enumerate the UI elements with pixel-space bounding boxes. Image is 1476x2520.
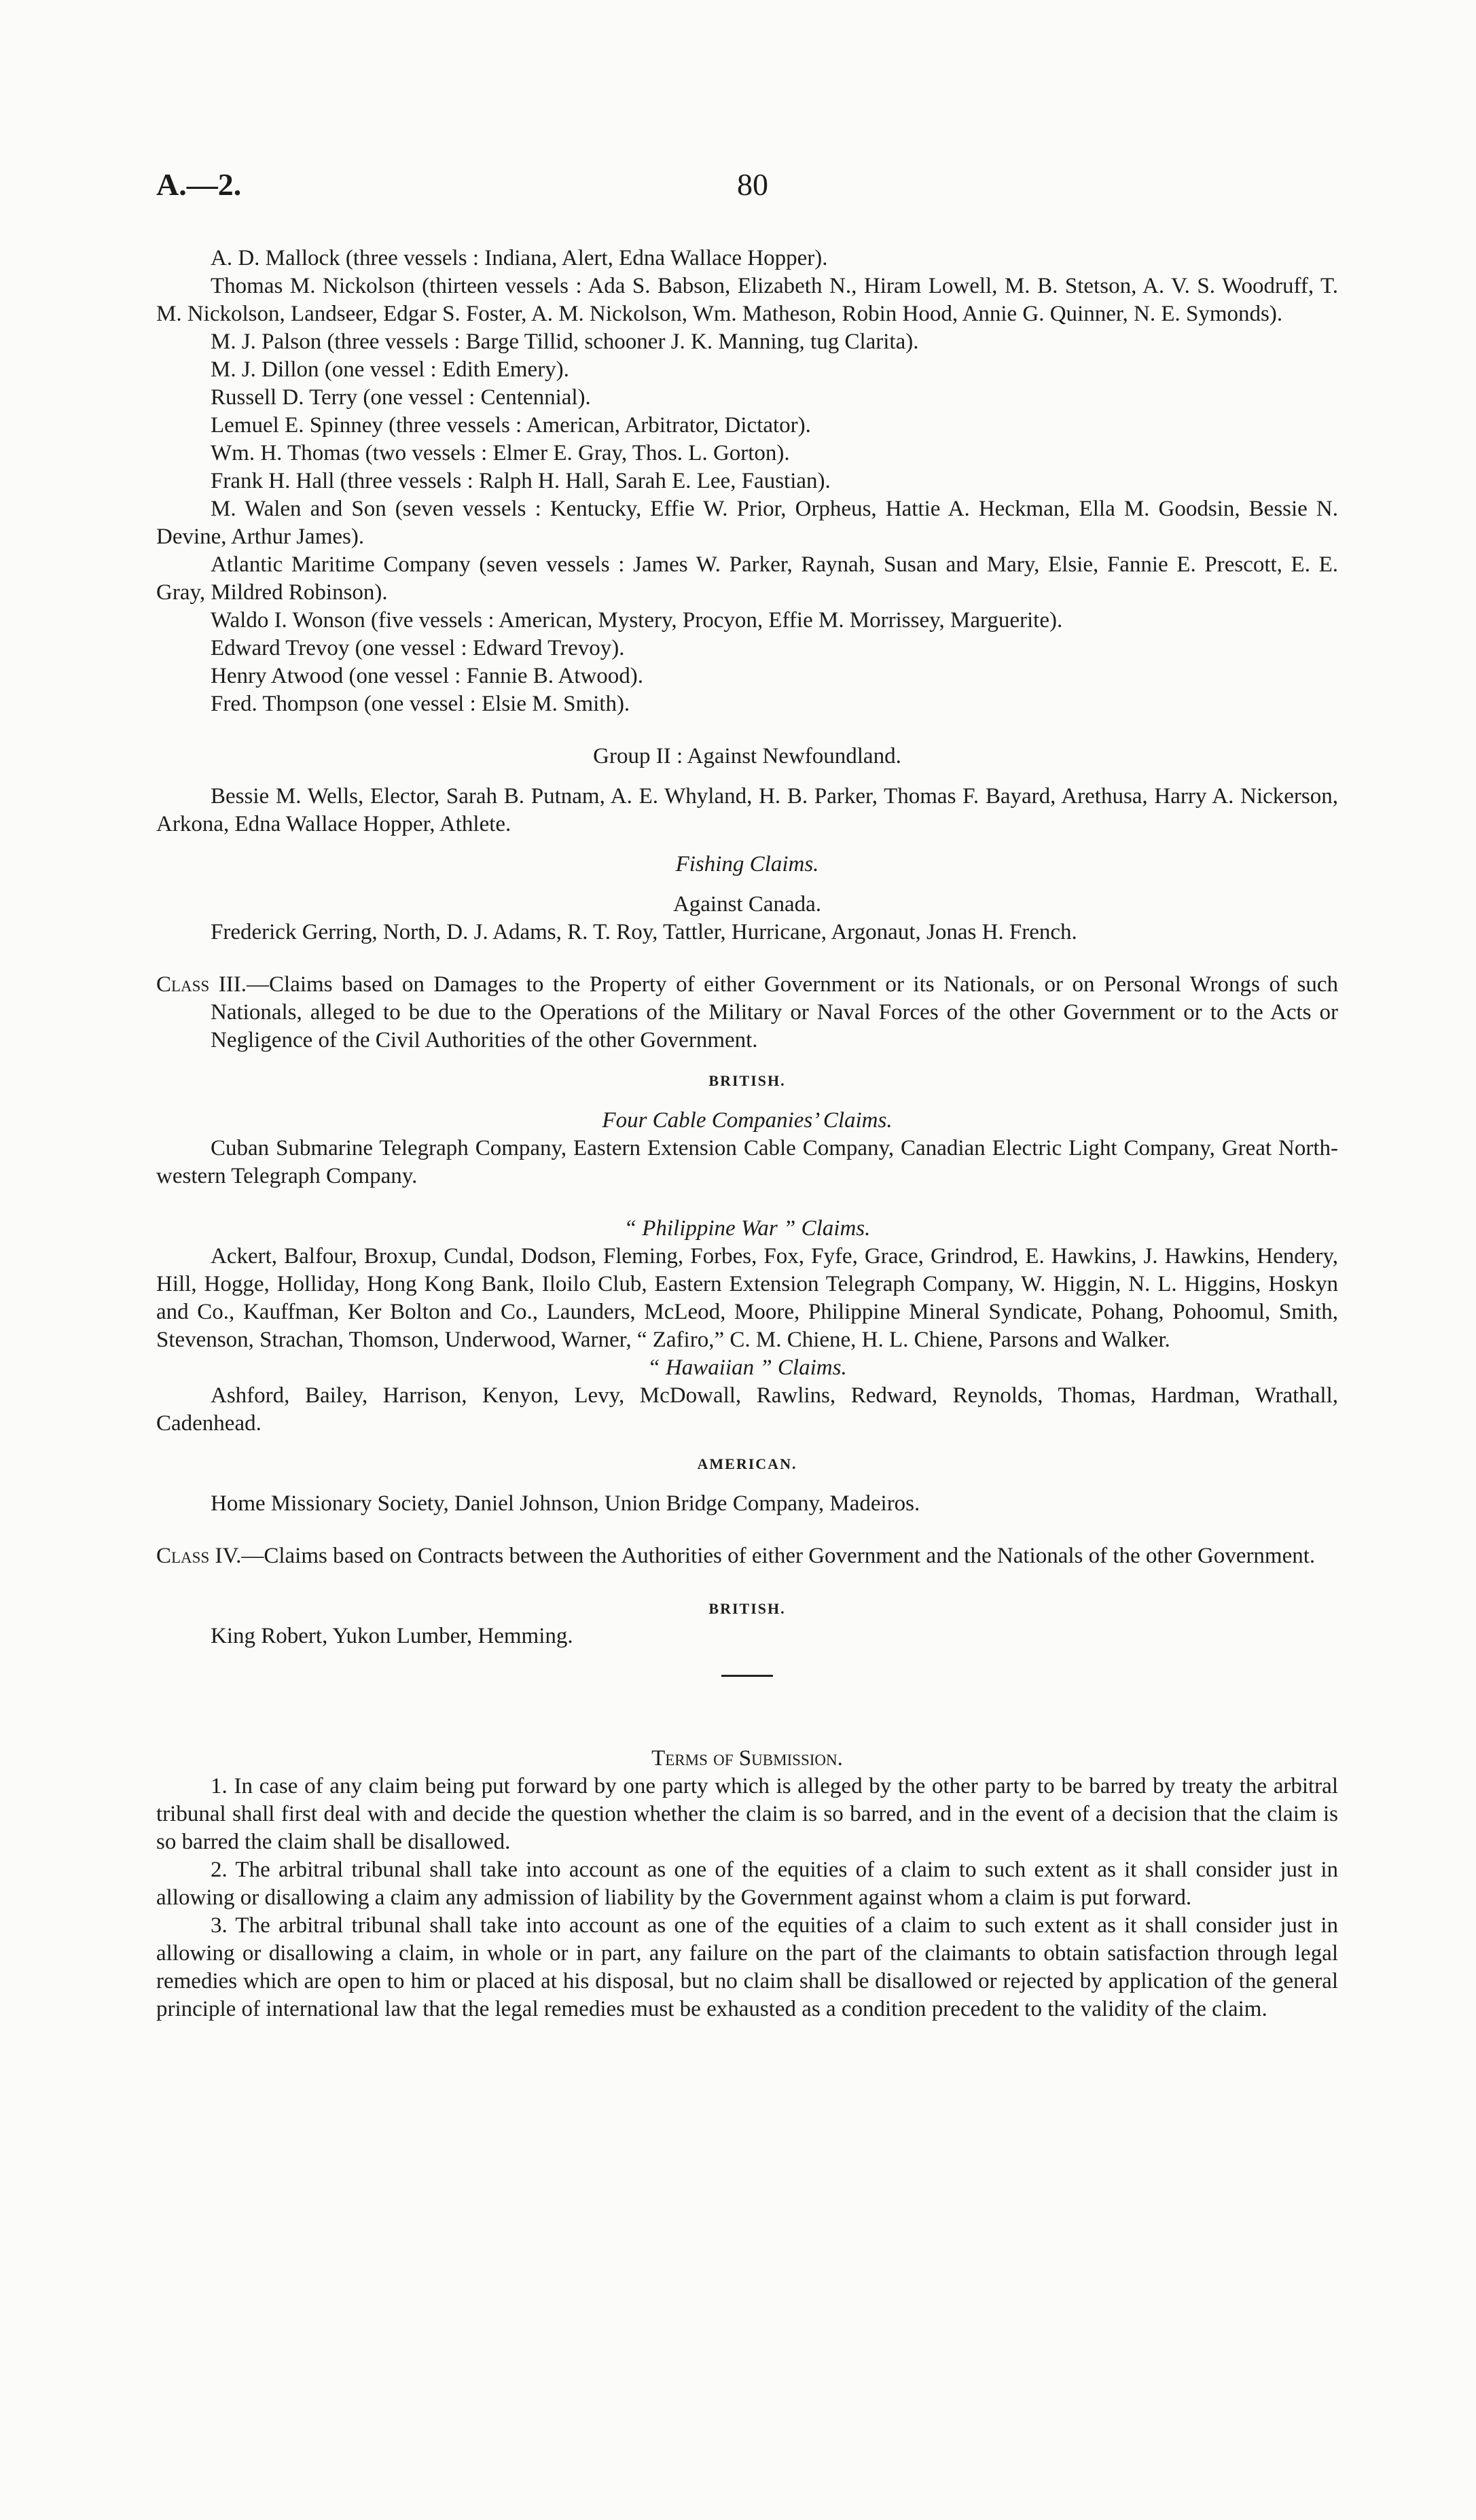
group2-heading: Group II : Against Newfoundland.	[593, 744, 901, 768]
document-reference: A.—2.	[156, 167, 242, 202]
claimant-entry: A. D. Mallock (three vessels : Indiana, Alert, Edna Wallace Hopper).	[211, 246, 828, 270]
claimant-entry: M. J. Palson (three vessels : Barge Tillid, schooner J. K. Manning, tug Clarita).	[211, 330, 919, 354]
claimant-entry: Wm. H. Thomas (two vessels : Elmer E. Gray, Thos. L. Gorton).	[211, 441, 790, 465]
class4-british-heading: BRITISH.	[708, 1600, 786, 1617]
terms-heading: Terms of Submission.	[651, 1746, 843, 1771]
class3-label: Class III.	[156, 972, 247, 997]
claimant-entry: Thomas M. Nickolson (thirteen vessels : Ada S. Babson, Elizabeth N., Hiram Lowell, M. B. Stetson, A. V. S. Woodruff, T. M. Nickolson, Landseer, Edgar S. Foster, A. M. Nickolson, Wm. Matheson, Robin Hood, Annie G. Quinner, N. E. Symonds).	[156, 274, 1338, 326]
class4-british-text: King Robert, Yukon Lumber, Hemming.	[211, 1624, 573, 1648]
claimant-entry: Atlantic Maritime Company (seven vessels : James W. Parker, Raynah, Susan and Mary, Elsie, Fannie E. Prescott, E. E. Gray, Mildred Robinson).	[156, 552, 1338, 605]
class3-american-heading: AMERICAN.	[697, 1455, 797, 1472]
claimant-entry: Russell D. Terry (one vessel : Centennial).	[211, 385, 591, 410]
class4-text: —Claims based on Contracts between the Authorities of either Government and the Nationals of the other Government.	[241, 1544, 1316, 1568]
claimant-entry: M. J. Dillon (one vessel : Edith Emery).	[211, 357, 569, 382]
class4-paragraph	[156, 1542, 1338, 1570]
american-text: Home Missionary Society, Daniel Johnson, Union Bridge Company, Madeiros.	[211, 1491, 920, 1516]
page-header	[156, 166, 1476, 207]
claimant-entry: Frank H. Hall (three vessels : Ralph H. Hall, Sarah E. Lee, Faustian).	[211, 469, 831, 493]
fishing-heading: Fishing Claims.	[675, 852, 819, 876]
page-number: 80	[737, 167, 768, 202]
class3-british-heading: BRITISH.	[708, 1072, 786, 1089]
philippine-text: Ackert, Balfour, Broxup, Cundal, Dodson, Fleming, Forbes, Fox, Fyfe, Grace, Grindrod, E. Hawkins, J. Hawkins, Hendery, Hill, Hogge, Holliday, Hong Kong Bank, Iloilo Club, Eastern Extension Telegraph Company, W. Higgin, N. L. Higgins, Hoskyn and Co., Kauffman, Ker Bolton and Co., Launders, McLeod, Moore, Philippine Mineral Syndicate, Pohang, Pohoomul, Smith, Stevenson, Strachan, Thomson, Underwood, Warner, “ Zafiro,” C. M. Chiene, H. L. Chiene, Parsons and Walker.	[156, 1244, 1338, 1352]
cable-text: Cuban Submarine Telegraph Company, Eastern Extension Cable Company, Canadian Electric Light Company, Great North-western Telegraph Company.	[156, 1136, 1338, 1188]
class3-text: —Claims based on Damages to the Property of either Government or its Nationals, or on Personal Wrongs of such Nationals, alleged to be due to the Operations of the Military or Naval Forces of the other Government or to the Acts or Negligence of the Civil Authorities of the other Government.	[211, 972, 1338, 1052]
group2-text: Bessie M. Wells, Elector, Sarah B. Putnam, A. E. Whyland, H. B. Parker, Thomas F. Bayard, Arethusa, Harry A. Nickerson, Arkona, Edna Wallace Hopper, Athlete.	[156, 784, 1338, 836]
terms-paragraph: 2. The arbitral tribunal shall take into account as one of the equities of a claim to such extent as it shall consider just in allowing or disallowing a claim any admission of liability by the Government against whom a claim is put forward.	[156, 1858, 1338, 1910]
class3-paragraph	[156, 971, 1338, 1054]
page-body	[156, 245, 1338, 2023]
hawaiian-heading: “ Hawaiian ” Claims.	[647, 1355, 847, 1380]
philippine-heading: “ Philippine War ” Claims.	[624, 1216, 871, 1241]
claimant-entry: Edward Trevoy (one vessel : Edward Trevoy).	[211, 636, 625, 660]
terms-paragraph: 1. In case of any claim being put forward by one party which is alleged by the other party to be barred by treaty the arbitral tribunal shall first deal with and decide the question whether the claim is so barred, and in the event of a decision that the claim is so barred the claim shall be disallowed.	[156, 1774, 1338, 1854]
fishing-text: Frederick Gerring, North, D. J. Adams, R. T. Roy, Tattler, Hurricane, Argonaut, Jonas H. French.	[211, 920, 1077, 944]
claimant-entry: Waldo I. Wonson (five vessels : American, Mystery, Procyon, Effie M. Morrissey, Marguerite).	[211, 608, 1063, 633]
cable-heading: Four Cable Companies’ Claims.	[602, 1108, 893, 1133]
terms-paragraph: 3. The arbitral tribunal shall take into account as one of the equities of a claim to such extent as it shall consider just in allowing or disallowing a claim, in whole or in part, any failure on the part of the claimants to obtain satisfaction through legal remedies which are open to him or placed at his disposal, but no claim shall be disallowed or rejected by application of the general principle of international law that the legal remedies must be exhausted as a condition precedent to the validity of the claim.	[156, 1913, 1338, 2021]
hawaiian-text: Ashford, Bailey, Harrison, Kenyon, Levy, McDowall, Rawlins, Redward, Reynolds, Thomas, Hardman, Wrathall, Cadenhead.	[156, 1383, 1338, 1436]
fishing-subheading: Against Canada.	[672, 892, 822, 917]
group1-list	[156, 245, 1338, 718]
claimant-entry: M. Walen and Son (seven vessels : Kentucky, Effie W. Prior, Orpheus, Hattie A. Heckman, Ella M. Goodsin, Bessie N. Devine, Arthur James).	[156, 497, 1338, 549]
claimant-entry: Henry Atwood (one vessel : Fannie B. Atwood).	[211, 664, 644, 688]
class4-label: Class IV.	[156, 1544, 242, 1568]
claimant-entry: Lemuel E. Spinney (three vessels : American, Arbitrator, Dictator).	[211, 413, 811, 438]
claimant-entry: Fred. Thompson (one vessel : Elsie M. Smith).	[211, 692, 630, 716]
